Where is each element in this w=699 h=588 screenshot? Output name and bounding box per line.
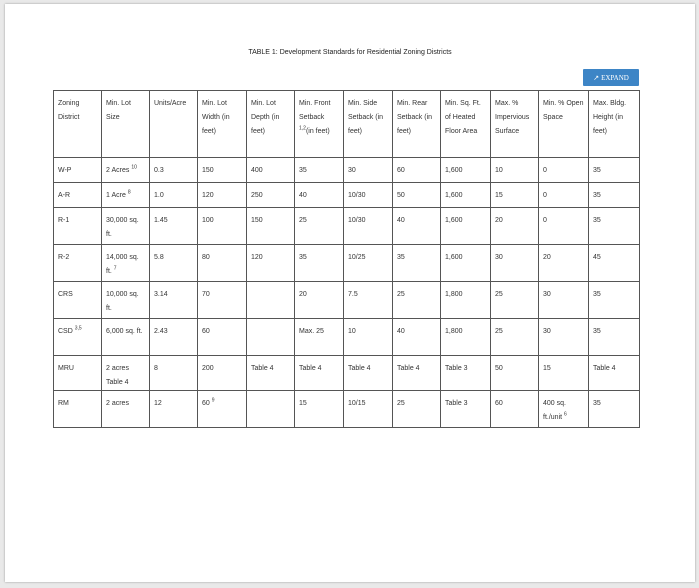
cell-min-front-setback-value: 35 xyxy=(299,167,307,174)
cell-min-lot-depth xyxy=(247,158,295,183)
cell-max-impervious-surface xyxy=(491,208,539,245)
cell-max-impervious-surface-value: 10 xyxy=(495,167,503,174)
table-row xyxy=(54,319,640,356)
cell-min-lot-size xyxy=(102,391,150,428)
cell-min-heated-floor-area xyxy=(441,183,491,208)
cell-min-lot-depth xyxy=(247,208,295,245)
cell-units-per-acre-value: 1.0 xyxy=(154,192,164,199)
table-row xyxy=(54,391,640,428)
header-zoning-district: Zoning District xyxy=(54,91,102,158)
cell-min-lot-width-value: 60 xyxy=(202,328,210,335)
cell-max-bldg-height-value: 35 xyxy=(593,400,601,407)
cell-min-side-setback xyxy=(344,391,393,428)
cell-min-lot-size xyxy=(102,183,150,208)
cell-min-side-setback-value: 10/30 xyxy=(348,192,366,199)
cell-zoning-district xyxy=(54,391,102,428)
cell-units-per-acre xyxy=(150,356,198,391)
cell-min-lot-depth xyxy=(247,183,295,208)
cell-min-front-setback-value: 20 xyxy=(299,291,307,298)
cell-min-front-setback xyxy=(295,158,344,183)
cell-zoning-district xyxy=(54,282,102,319)
cell-min-rear-setback xyxy=(393,183,441,208)
cell-min-lot-width xyxy=(198,319,247,356)
cell-units-per-acre xyxy=(150,319,198,356)
cell-min-lot-size-value: 2 acres Table 4 xyxy=(106,365,129,386)
cell-min-lot-width xyxy=(198,356,247,391)
cell-min-lot-width xyxy=(198,245,247,282)
cell-min-lot-size-value: 1 Acre xyxy=(106,192,126,199)
cell-max-bldg-height-value: 45 xyxy=(593,254,601,261)
cell-units-per-acre-value: 0.3 xyxy=(154,167,164,174)
cell-min-lot-depth-value: Table 4 xyxy=(251,365,274,372)
cell-min-rear-setback-value: 25 xyxy=(397,400,405,407)
cell-min-lot-size-value: 30,000 sq. ft. xyxy=(106,217,139,238)
cell-min-side-setback-value: 30 xyxy=(348,167,356,174)
cell-min-lot-size-value: 2 Acres xyxy=(106,167,130,174)
cell-min-heated-floor-area-value: 1,600 xyxy=(445,254,463,261)
cell-min-lot-depth xyxy=(247,391,295,428)
cell-min-lot-width-footnote: 9 xyxy=(211,397,215,404)
cell-min-front-setback-value: 15 xyxy=(299,400,307,407)
cell-zoning-district-value: MRU xyxy=(58,365,74,372)
cell-min-lot-depth xyxy=(247,245,295,282)
header-min-lot-depth: Min. Lot Depth (in feet) xyxy=(247,91,295,158)
expand-button[interactable] xyxy=(583,69,639,86)
cell-max-impervious-surface-value: 30 xyxy=(495,254,503,261)
cell-max-bldg-height-value: 35 xyxy=(593,291,601,298)
cell-min-heated-floor-area xyxy=(441,282,491,319)
table-row xyxy=(54,356,640,391)
header-min-rear-setback: Min. Rear Setback (in feet) xyxy=(393,91,441,158)
table-title: TABLE 1: Development Standards for Residential Zoning Districts xyxy=(248,49,452,56)
cell-units-per-acre xyxy=(150,282,198,319)
cell-zoning-district-value: R-1 xyxy=(58,217,70,224)
header-min-heated-floor-area: Min. Sq. Ft. of Heated Floor Area xyxy=(441,91,491,158)
cell-max-impervious-surface-value: 15 xyxy=(495,192,503,199)
cell-min-side-setback-value: 7.5 xyxy=(348,291,358,298)
cell-min-lot-depth-value: 150 xyxy=(251,217,263,224)
cell-max-impervious-surface xyxy=(491,391,539,428)
cell-min-lot-width xyxy=(198,183,247,208)
cell-min-front-setback xyxy=(295,208,344,245)
cell-zoning-district-value: CRS xyxy=(58,291,73,298)
cell-zoning-district-footnote: 3,5 xyxy=(74,325,82,332)
cell-min-open-space xyxy=(539,245,589,282)
cell-min-open-space-value: 30 xyxy=(543,328,551,335)
cell-min-lot-width-value: 100 xyxy=(202,217,214,224)
cell-min-rear-setback-value: 50 xyxy=(397,192,405,199)
header-min-side-setback: Min. Side Setback (in feet) xyxy=(344,91,393,158)
cell-min-heated-floor-area-value: 1,800 xyxy=(445,291,463,298)
cell-min-side-setback xyxy=(344,183,393,208)
cell-units-per-acre xyxy=(150,183,198,208)
cell-min-lot-width-value: 120 xyxy=(202,192,214,199)
cell-max-bldg-height xyxy=(589,158,640,183)
cell-min-lot-size-value: 14,000 sq. ft. xyxy=(106,254,139,275)
header-min-lot-width: Min. Lot Width (in feet) xyxy=(198,91,247,158)
cell-zoning-district xyxy=(54,208,102,245)
cell-units-per-acre-value: 12 xyxy=(154,400,162,407)
cell-max-bldg-height-value: 35 xyxy=(593,217,601,224)
cell-min-lot-size xyxy=(102,158,150,183)
cell-units-per-acre-value: 8 xyxy=(154,365,158,372)
cell-max-bldg-height xyxy=(589,391,640,428)
cell-units-per-acre-value: 1.45 xyxy=(154,217,168,224)
cell-min-lot-width-value: 80 xyxy=(202,254,210,261)
cell-units-per-acre-value: 3.14 xyxy=(154,291,168,298)
cell-min-side-setback-value: 10/25 xyxy=(348,254,366,261)
header-max-impervious-surface: Max. % Impervious Surface xyxy=(491,91,539,158)
cell-min-rear-setback-value: 40 xyxy=(397,217,405,224)
cell-min-open-space-value: 20 xyxy=(543,254,551,261)
cell-min-heated-floor-area-value: 1,600 xyxy=(445,217,463,224)
cell-max-impervious-surface-value: 25 xyxy=(495,328,503,335)
cell-min-lot-depth-value: 250 xyxy=(251,192,263,199)
cell-min-open-space-value: 15 xyxy=(543,365,551,372)
cell-min-front-setback xyxy=(295,183,344,208)
header-max-bldg-height: Max. Bldg. Height (in feet) xyxy=(589,91,640,158)
cell-min-front-setback-value: Table 4 xyxy=(299,365,322,372)
cell-min-heated-floor-area xyxy=(441,356,491,391)
cell-min-open-space xyxy=(539,282,589,319)
cell-min-lot-depth xyxy=(247,356,295,391)
cell-min-side-setback-value: 10/30 xyxy=(348,217,366,224)
cell-max-impervious-surface xyxy=(491,158,539,183)
cell-min-lot-size-footnote: 8 xyxy=(127,189,131,196)
cell-min-rear-setback-value: 25 xyxy=(397,291,405,298)
cell-min-side-setback-value: 10 xyxy=(348,328,356,335)
cell-min-front-setback xyxy=(295,319,344,356)
cell-units-per-acre-value: 2.43 xyxy=(154,328,168,335)
cell-min-front-setback-value: 35 xyxy=(299,254,307,261)
cell-min-side-setback xyxy=(344,208,393,245)
cell-min-rear-setback xyxy=(393,208,441,245)
cell-min-front-setback-value: 40 xyxy=(299,192,307,199)
header-min-lot-size: Min. Lot Size xyxy=(102,91,150,158)
cell-min-lot-size xyxy=(102,356,150,391)
cell-max-impervious-surface xyxy=(491,319,539,356)
cell-min-side-setback-value: 10/15 xyxy=(348,400,366,407)
cell-min-lot-width-value: 70 xyxy=(202,291,210,298)
cell-zoning-district xyxy=(54,319,102,356)
cell-min-open-space xyxy=(539,208,589,245)
cell-min-open-space-value: 0 xyxy=(543,217,547,224)
document-page xyxy=(5,4,695,582)
cell-min-open-space-value: 400 sq. ft./unit xyxy=(543,400,566,421)
cell-min-lot-width-value: 60 xyxy=(202,400,210,407)
cell-max-impervious-surface xyxy=(491,183,539,208)
cell-min-heated-floor-area-value: 1,800 xyxy=(445,328,463,335)
cell-units-per-acre xyxy=(150,245,198,282)
header-min-front-setback: Min. Front Setback $^{1,2}$(in feet) xyxy=(295,91,344,158)
expand-arrows-icon: ↗ xyxy=(593,73,600,82)
cell-min-heated-floor-area xyxy=(441,245,491,282)
cell-min-lot-width-value: 200 xyxy=(202,365,214,372)
cell-min-rear-setback xyxy=(393,245,441,282)
cell-max-bldg-height xyxy=(589,356,640,391)
cell-min-side-setback xyxy=(344,282,393,319)
cell-min-heated-floor-area-value: Table 3 xyxy=(445,365,468,372)
cell-max-bldg-height-value: 35 xyxy=(593,328,601,335)
cell-min-lot-size xyxy=(102,245,150,282)
cell-zoning-district-value: A-R xyxy=(58,192,71,199)
cell-min-open-space-value: 0 xyxy=(543,167,547,174)
cell-min-lot-size xyxy=(102,319,150,356)
table-row xyxy=(54,245,640,282)
cell-min-heated-floor-area xyxy=(441,208,491,245)
zoning-standards-table xyxy=(53,90,640,428)
cell-min-open-space xyxy=(539,183,589,208)
cell-min-side-setback xyxy=(344,319,393,356)
cell-max-bldg-height xyxy=(589,282,640,319)
cell-min-heated-floor-area xyxy=(441,319,491,356)
cell-units-per-acre xyxy=(150,391,198,428)
cell-min-rear-setback-value: 40 xyxy=(397,328,405,335)
cell-min-front-setback-value: 25 xyxy=(299,217,307,224)
cell-max-impervious-surface-value: 60 xyxy=(495,400,503,407)
table-row xyxy=(54,208,640,245)
cell-min-lot-size-value: 10,000 sq. ft. xyxy=(106,291,139,312)
cell-min-rear-setback xyxy=(393,391,441,428)
cell-min-lot-depth xyxy=(247,319,295,356)
cell-max-impervious-surface-value: 50 xyxy=(495,365,503,372)
cell-min-open-space xyxy=(539,158,589,183)
table-row xyxy=(54,282,640,319)
table-row xyxy=(54,183,640,208)
cell-min-heated-floor-area xyxy=(441,391,491,428)
cell-max-impervious-surface xyxy=(491,356,539,391)
cell-max-bldg-height xyxy=(589,183,640,208)
expand-button-label: EXPAND xyxy=(601,73,629,82)
cell-zoning-district xyxy=(54,356,102,391)
cell-min-rear-setback xyxy=(393,282,441,319)
cell-min-open-space xyxy=(539,356,589,391)
cell-max-bldg-height-value: 35 xyxy=(593,192,601,199)
cell-min-lot-size-value: 2 acres xyxy=(106,400,129,407)
cell-min-rear-setback xyxy=(393,319,441,356)
cell-min-lot-width xyxy=(198,208,247,245)
cell-min-lot-size xyxy=(102,282,150,319)
cell-min-lot-width xyxy=(198,158,247,183)
header-units-per-acre: Units/Acre xyxy=(150,91,198,158)
cell-min-rear-setback xyxy=(393,356,441,391)
table-header-row xyxy=(54,91,640,158)
cell-min-side-setback xyxy=(344,356,393,391)
cell-max-bldg-height xyxy=(589,245,640,282)
cell-min-side-setback xyxy=(344,158,393,183)
cell-min-front-setback xyxy=(295,356,344,391)
cell-zoning-district-value: CSD xyxy=(58,328,73,335)
cell-min-open-space-value: 0 xyxy=(543,192,547,199)
cell-min-front-setback xyxy=(295,391,344,428)
cell-units-per-acre xyxy=(150,158,198,183)
cell-max-impervious-surface-value: 20 xyxy=(495,217,503,224)
cell-min-lot-size-footnote: 7 xyxy=(113,265,117,272)
cell-min-lot-width xyxy=(198,282,247,319)
header-min-open-space: Min. % Open Space xyxy=(539,91,589,158)
cell-zoning-district xyxy=(54,245,102,282)
cell-max-bldg-height-value: Table 4 xyxy=(593,365,616,372)
cell-min-rear-setback-value: Table 4 xyxy=(397,365,420,372)
cell-min-open-space-footnote: 6 xyxy=(564,411,567,418)
cell-min-front-setback-value: Max. 25 xyxy=(299,328,324,335)
cell-zoning-district xyxy=(54,183,102,208)
cell-min-rear-setback-value: 60 xyxy=(397,167,405,174)
cell-min-lot-size-value: 6,000 sq. ft. xyxy=(106,328,143,335)
cell-min-heated-floor-area-value: Table 3 xyxy=(445,400,468,407)
cell-min-lot-size-footnote: 10 xyxy=(131,164,137,171)
cell-zoning-district-value: R-2 xyxy=(58,254,70,261)
cell-max-impervious-surface xyxy=(491,245,539,282)
cell-min-front-setback xyxy=(295,245,344,282)
cell-max-bldg-height xyxy=(589,208,640,245)
cell-units-per-acre-value: 5.8 xyxy=(154,254,164,261)
cell-max-impervious-surface xyxy=(491,282,539,319)
cell-min-rear-setback xyxy=(393,158,441,183)
cell-min-open-space xyxy=(539,319,589,356)
cell-min-front-setback xyxy=(295,282,344,319)
cell-min-side-setback xyxy=(344,245,393,282)
cell-min-side-setback-value: Table 4 xyxy=(348,365,371,372)
cell-min-lot-depth xyxy=(247,282,295,319)
cell-min-lot-depth-value: 120 xyxy=(251,254,263,261)
cell-min-heated-floor-area xyxy=(441,158,491,183)
cell-min-lot-depth-value: 400 xyxy=(251,167,263,174)
cell-min-heated-floor-area-value: 1,600 xyxy=(445,167,463,174)
cell-max-bldg-height xyxy=(589,319,640,356)
cell-zoning-district-value: W-P xyxy=(58,167,72,174)
cell-max-bldg-height-value: 35 xyxy=(593,167,601,174)
cell-min-heated-floor-area-value: 1,600 xyxy=(445,192,463,199)
cell-units-per-acre xyxy=(150,208,198,245)
cell-max-impervious-surface-value: 25 xyxy=(495,291,503,298)
cell-zoning-district xyxy=(54,158,102,183)
cell-min-lot-width-value: 150 xyxy=(202,167,214,174)
cell-min-open-space xyxy=(539,391,589,428)
cell-min-rear-setback-value: 35 xyxy=(397,254,405,261)
cell-zoning-district-value: RM xyxy=(58,400,69,407)
cell-min-open-space-value: 30 xyxy=(543,291,551,298)
table-row xyxy=(54,158,640,183)
cell-min-lot-width xyxy=(198,391,247,428)
cell-min-lot-size xyxy=(102,208,150,245)
